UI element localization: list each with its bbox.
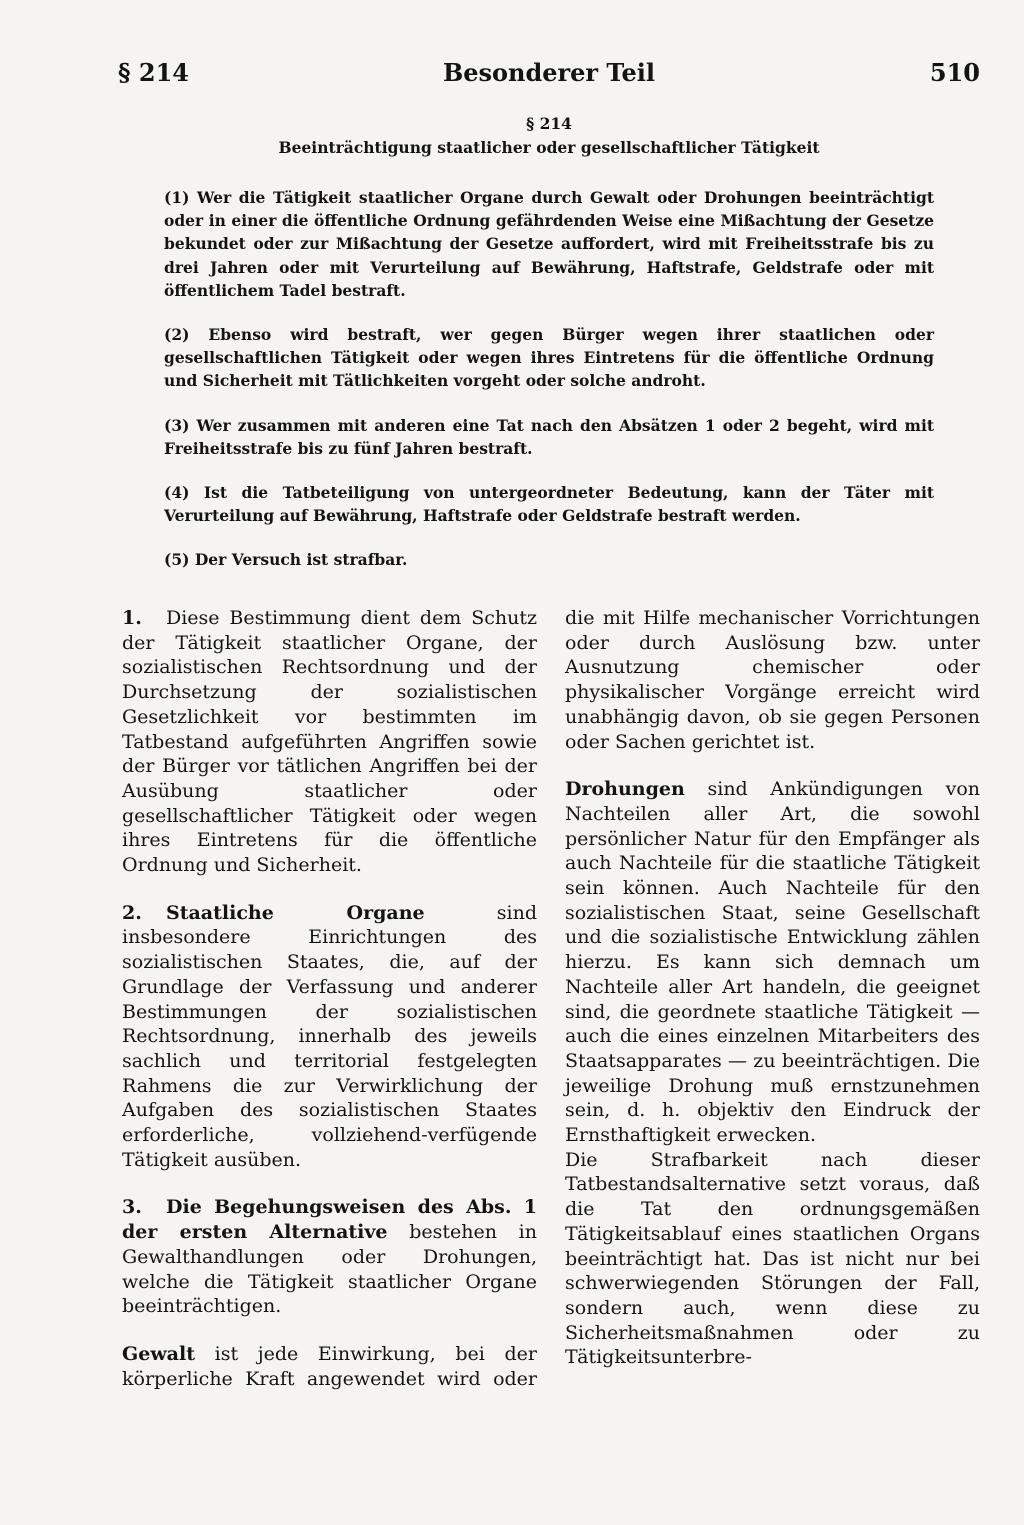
- note-number: 3.: [122, 1196, 142, 1219]
- law-text: [164, 186, 934, 593]
- law-heading: [118, 112, 980, 160]
- law-paragraph-2: (2) Ebenso wird bestraft, wer gegen Bürger wegen ihrer staatlichen oder gesellschaftlichen Tätigkeit oder wegen ihres Eintretens für die öffentliche Ordnung und Sicherheit mit Tätlichkeiten vorgeht oder solche androht.: [164, 325, 934, 391]
- law-section-number: § 214: [526, 114, 572, 133]
- note-text: sind insbesondere Einrichtungen des sozialistischen Staates, die, auf der Grundlage der Verfassung und anderer Bestimmungen der sozialistischen Rechtsordnung, innerhalb des jeweils sachlich und territorial festgelegten Rahmens die zur Verwirklichung der Aufgaben des sozialistischen Staates erforderliche, vollziehend-verfügende Tätigkeit ausüben.: [122, 901, 537, 1171]
- commentary-note-2: [122, 901, 537, 1173]
- page-number: 510: [929, 58, 980, 87]
- definition-text: sind Ankündigungen von Nachteilen aller Art, die sowohl persönlicher Natur für den Empfänger als auch Nachteile für die staatliche Tätigkeit sein können. Auch Nachteile für den sozialistischen Staat, seine Gesellschaft und die sozialistische Entwicklung zählen hierzu. Es kann sich demnach um Nachteile aller Art handeln, die geeignet sind, die geordnete staatliche Tätigkeit — auch die eines einzelnen Mitarbeiters des Staatsapparates — zu beeinträchtigen. Die jeweilige Drohung muß ernstzunehmen sein, d. h. objektiv den Eindruck der Ernsthaftigkeit erwecken.: [565, 778, 980, 1147]
- law-paragraph-3: (3) Wer zusammen mit anderen eine Tat nach den Absätzen 1 oder 2 begeht, wird mit Freiheitsstrafe bis zu fünf Jahren bestraft.: [164, 415, 934, 458]
- law-paragraph-1: (1) Wer die Tätigkeit staatlicher Organe durch Gewalt oder Drohungen beeinträchtigt oder in einer die öffentliche Ordnung gefährdenden Weise eine Mißachtung der Gesetze bekundet oder zur Mißachtung der Gesetze auffordert, wird mit Freiheitsstrafe bis zu drei Jahren oder mit Verurteilung auf Bewährung, Haftstrafe, Geldstrafe oder mit öffentlichem Tadel bestraft.: [164, 188, 934, 300]
- commentary-columns: [122, 606, 980, 1391]
- law-paragraph-4: (4) Ist die Tatbeteiligung von untergeordneter Bedeutung, kann der Täter mit Verurteilung auf Bewährung, Haftstrafe oder Geldstrafe bestraft werden.: [164, 483, 934, 526]
- commentary-note-3: [122, 1195, 537, 1319]
- law-paragraph-5: (5) Der Versuch ist strafbar.: [164, 550, 408, 570]
- note-term: Staatliche Organe: [166, 901, 425, 924]
- law-section-title: Beeinträchtigung staatlicher oder gesellschaftlicher Tätigkeit: [278, 138, 820, 157]
- definition-term: Gewalt: [122, 1342, 195, 1365]
- commentary-drohungen: [565, 777, 980, 1148]
- note-term: Die Begehungsweisen des Abs. 1 der ersten Alternative: [122, 1196, 537, 1244]
- running-head-title: Besonderer Teil: [442, 58, 656, 87]
- running-head: [118, 58, 980, 90]
- definition-text: ist jede Einwirkung, bei der körperliche Kraft angewendet wird oder die mit Hilfe mechanischer Vorrichtungen oder durch Auslösung bzw. unter Ausnutzung chemischer oder physikalischer Vorgänge erreicht wird unabhängig davon, ob sie gegen Personen oder Sachen gerichtet ist.: [122, 607, 980, 1390]
- running-head-section: § 214: [118, 58, 190, 87]
- commentary-strafbarkeit: Die Strafbarkeit nach dieser Tatbestandsalternative setzt voraus, daß die Tat den ordnungsgemäßen Tätigkeitsablauf eines staatlichen Organs beeinträchtigt hat. Das ist nicht nur bei schwerwiegenden Störungen der Fall, sondern auch, wenn diese zu Sicherheitsmaßnahmen oder zu Tätigkeitsunterbre-: [565, 1148, 980, 1369]
- note-number: 2.: [122, 901, 142, 924]
- note-text: bestehen in Gewalthandlungen oder Drohungen, welche die Tätigkeit staatlicher Organe beeinträchtigen.: [122, 1221, 537, 1318]
- note-text: Diese Bestimmung dient dem Schutz der Tätigkeit staatlicher Organe, der sozialistischen Rechtsordnung und der Durchsetzung der sozialistischen Gesetzlichkeit vor bestimmten im Tatbestand aufgeführten Angriffen sowie der Bürger vor tätlichen Angriffen bei der Ausübung staatlicher oder gesellschaftlicher Tätigkeit oder wegen ihres Eintretens für die öffentliche Ordnung und Sicherheit.: [122, 607, 537, 877]
- definition-term: Drohungen: [565, 778, 685, 801]
- note-number: 1.: [122, 607, 142, 629]
- commentary-note-1: [122, 606, 537, 878]
